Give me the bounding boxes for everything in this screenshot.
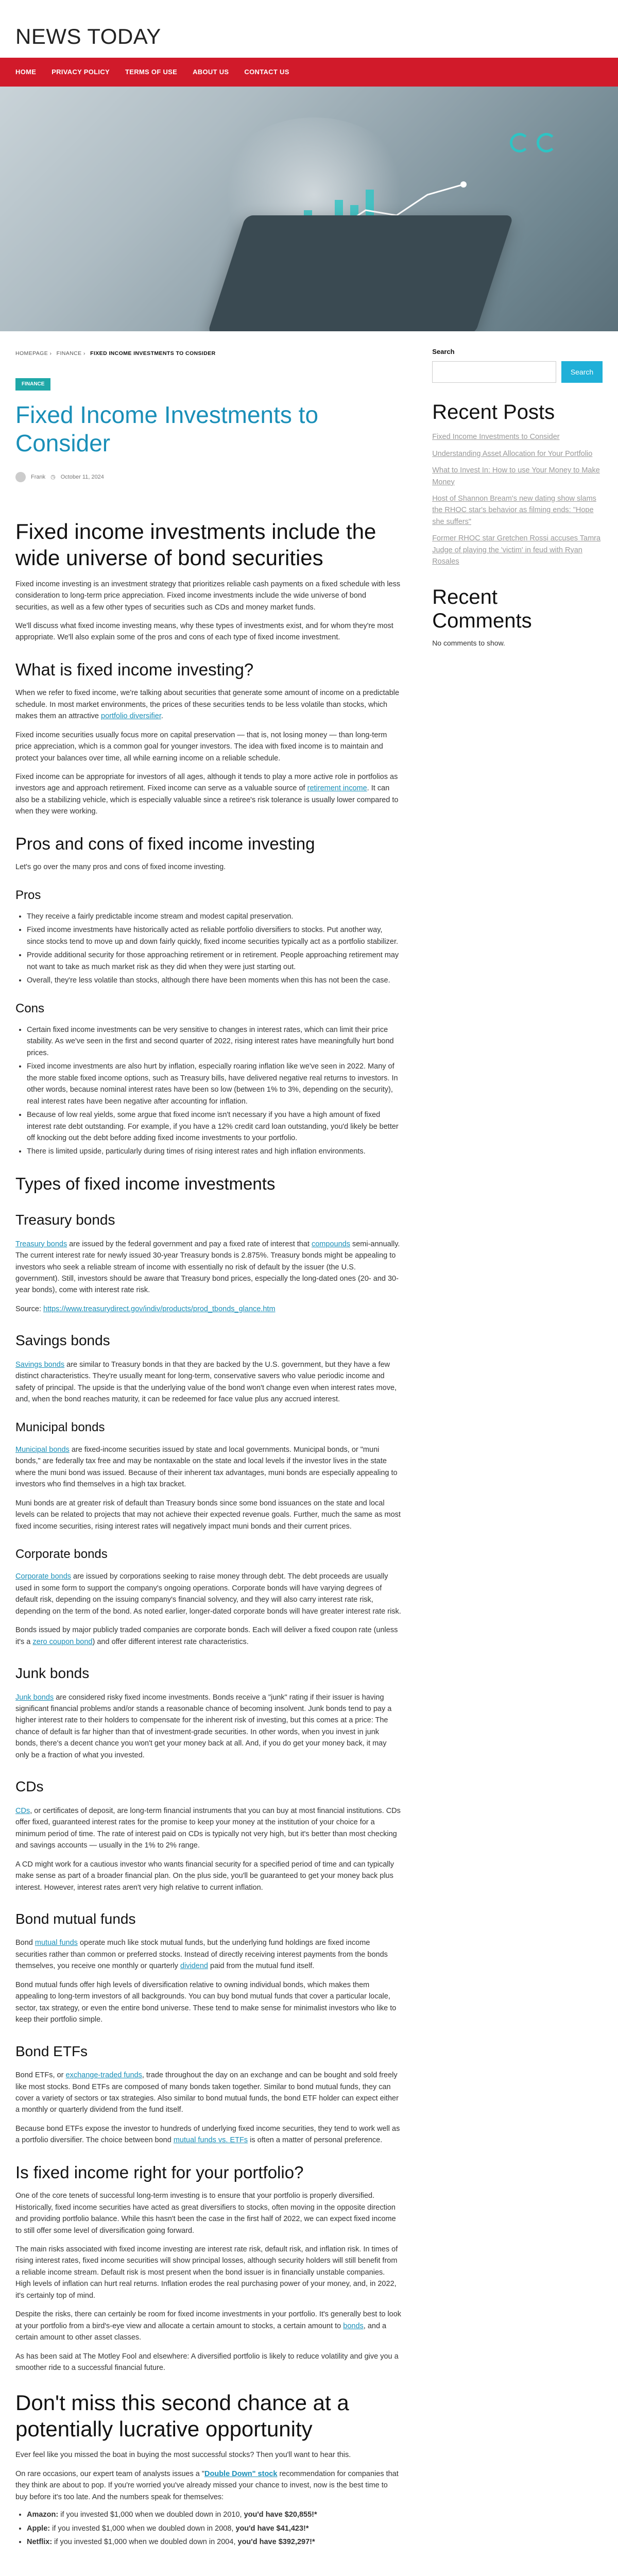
- nav-home[interactable]: HOME: [15, 67, 37, 76]
- stock-name: Amazon:: [27, 2511, 59, 2519]
- paragraph: [15, 2309, 401, 2343]
- text: . It can also be a stabilizing vehicle, which is especially valuable since a retiree's risk tolerance is usually lower compared to when they were working.: [15, 784, 399, 816]
- link-dividend[interactable]: dividend: [180, 1962, 208, 1971]
- search-input[interactable]: [432, 361, 556, 383]
- site-header: [0, 0, 618, 58]
- text: Bond ETFs, or: [15, 2071, 66, 2080]
- text: On rare occasions, our expert team of analysts issues a ": [15, 2469, 205, 2478]
- list-item: [432, 448, 603, 460]
- link-retirement-income[interactable]: retirement income: [307, 784, 367, 793]
- paragraph: [15, 1303, 401, 1315]
- nav-terms-of-use[interactable]: TERMS OF USE: [125, 67, 178, 76]
- paragraph: Let's go over the many pros and cons of fixed income investing.: [15, 863, 226, 872]
- text: is often a matter of personal preference.: [248, 2136, 383, 2145]
- paragraph: [15, 1571, 401, 1617]
- text: if you invested $1,000 when we doubled down in 2004,: [52, 2537, 238, 2546]
- hero-donut-charts: [510, 133, 556, 152]
- paragraph: [15, 2070, 401, 2116]
- search-form: [432, 361, 603, 383]
- link-compounds[interactable]: compounds: [311, 1240, 350, 1248]
- text: paid from the mutual fund itself.: [208, 1962, 315, 1971]
- text: semi-annually. The current interest rate for newly issued 30-year Treasury bonds is 2.875%. Treasury bonds might be appealing to investors who seek a reliable stream of income with essentially no risk of default by the issuer (the U.S. government). Still, investors should be aware that Treasury bond prices, especially the long-dated ones (20- and 30-year bonds), come with interest rate risk.: [15, 1240, 400, 1295]
- breadcrumb-finance[interactable]: FINANCE: [56, 350, 82, 357]
- text: are issued by the federal government and pay a fixed rate of interest that: [67, 1240, 312, 1248]
- text: Despite the risks, there can certainly be room for fixed income investments in your portfolio. It's generally best to look at your portfolio from a bird's-eye view and allocate a certain amount to stocks, a certain amount to: [15, 2310, 402, 2330]
- link-junk-bonds[interactable]: Junk bonds: [15, 1693, 54, 1702]
- heading-pros-cons: Pros and cons of fixed income investing: [15, 834, 315, 853]
- article: [15, 331, 401, 2548]
- link-bonds[interactable]: bonds: [343, 2321, 364, 2330]
- link-etfs[interactable]: exchange-traded funds: [65, 2071, 142, 2080]
- text: are issued by corporations seeking to raise money through debt. The debt proceeds are usually used in some form to support the company's ongoing operations. Corporate bonds will have varying degrees of default risk, depending on the issuing company's financial solvency, and they will also carry interest rate risk, depending on the term of the bond. As noted earlier, longer-dated corporate bonds will have greater interest rate risk.: [15, 1572, 401, 1616]
- paragraph: [15, 687, 401, 722]
- heading-municipal: Municipal bonds: [15, 1420, 105, 1434]
- nav-privacy-policy[interactable]: PRIVACY POLICY: [52, 67, 110, 76]
- list-item: [432, 533, 603, 567]
- heading-is-it-right: Is fixed income right for your portfolio?: [15, 2162, 304, 2182]
- list-item: [27, 2509, 401, 2520]
- site-title[interactable]: NEWS TODAY: [15, 24, 161, 48]
- donut-chart-icon: [510, 133, 529, 152]
- heading-corporate: Corporate bonds: [15, 1547, 108, 1562]
- paragraph: [15, 2468, 401, 2503]
- paragraph: [15, 1444, 401, 1490]
- heading-intro: Fixed income investments include the wide universe of bond securities: [15, 519, 376, 570]
- list-item: • There is limited upside, particularly during times of rising interest rates and high inflation environments.: [27, 1146, 401, 1157]
- link-savings-bonds[interactable]: Savings bonds: [15, 1360, 65, 1369]
- heading-cds: CDs: [15, 1778, 44, 1795]
- paragraph: A CD might work for a cautious investor who wants financial security for a specified period of time and can typically make sense as part of a broader financial plan. On the plus side, you'll be guaranteed to get your money back plus interest. However, interest rates aren't very high relative to current inflation.: [15, 1860, 394, 1892]
- paragraph: We'll discuss what fixed income investing means, why these types of investments exist, and for whom they're most appropriate. We'll also explain some of the pros and cons of each type of fixed income investment.: [15, 622, 393, 642]
- comment-form: [0, 2548, 618, 2576]
- paragraph: [15, 1805, 401, 1852]
- list-item: • Fixed income investments are also hurt by inflation, especially roaring inflation like we've seen in 2022. Many of the more stable fixed income options, such as Treasury bills, have delivered negative real returns to investors. In other words, because nominal interest rates have been so low (between 1% to 3%, depending on the security), real interest rates have been negative after accounting for inflation.: [27, 1061, 401, 1107]
- post-date: October 11, 2024: [60, 473, 104, 480]
- recent-post-link[interactable]: What to Invest In: How to use Your Money to Make Money: [432, 466, 600, 486]
- text: are similar to Treasury bonds in that they are backed by the U.S. government, but they have a few distinct characteristics. They're usually meant for long-term, conservative savers who value periodic income and safety of principal. The upside is that the underlying value of the bond won't change even when interest rates move, and, when the bond reaches maturity, it can be redeemed for face value plus any accrued interest.: [15, 1360, 397, 1404]
- text: Source:: [15, 1304, 43, 1313]
- text: , trade throughout the day on an exchange and can be bought and sold freely like most stocks. Bond ETFs are composed of many bonds taken together. Similar to bond mutual funds, they can cover a variety of sectors or tax strategies. Also similar to bond mutual funds, the bond ETF holder can expect either a monthly or quarterly dividend from the fund itself.: [15, 2071, 399, 2114]
- heading-what-is: What is fixed income investing?: [15, 659, 254, 679]
- paragraph: Fixed income securities usually focus more on capital preservation — that is, not losing money — than long-term price appreciation, which is a common goal for younger investors. The idea with fixed income is to maintain and protect your balances over time, all while earning income on a reliable schedule.: [15, 731, 387, 762]
- list-item: • Provide additional security for those approaching retirement or in retirement. People approaching retirement may not want to take as much market risk as they did when they were just starting out.: [27, 950, 401, 973]
- stock-result: you'd have $20,855!*: [244, 2511, 317, 2519]
- paragraph: [15, 1937, 401, 1972]
- heading-dont-miss: Don't miss this second chance at a potentially lucrative opportunity: [15, 2390, 349, 2441]
- stock-name: Netflix:: [27, 2537, 53, 2546]
- stock-result: you'd have $392,297!*: [237, 2537, 315, 2546]
- sidebar: [432, 331, 603, 2548]
- stock-name: Apple:: [27, 2524, 50, 2533]
- heading-types: Types of fixed income investments: [15, 1174, 276, 1193]
- list-item: • Because of low real yields, some argue that fixed income isn't necessary if you have a high amount of fixed interest rate debt outstanding. For example, if you have a 12% credit card loan outstanding, you'd likely be better off knocking out the debt before adding fixed income investments to your portfolio.: [27, 1109, 401, 1144]
- link-municipal-bonds[interactable]: Municipal bonds: [15, 1445, 70, 1454]
- stock-result: you'd have $41,423!*: [235, 2524, 309, 2533]
- search-label: Search: [432, 348, 455, 355]
- paragraph: [15, 1692, 401, 1761]
- link-mutual-funds-vs-etfs[interactable]: mutual funds vs. ETFs: [173, 2136, 248, 2145]
- donut-chart-icon: [537, 133, 556, 152]
- heading-pros: Pros: [15, 888, 41, 902]
- paragraph: [15, 1359, 401, 1405]
- recent-posts-title: Recent Posts: [432, 401, 555, 424]
- text: , or certificates of deposit, are long-term financial instruments that you can buy at most financial institutions. CDs offer fixed, guaranteed interest rates for the promise to keep your money at the institution of your choice for a minimum period of time. The rate of interest paid on CDs is typically not very high, but it's better than most checking and savings accounts — usually in the 1% to 2% range.: [15, 1806, 401, 1850]
- paragraph: [15, 1239, 401, 1296]
- category-badge[interactable]: FINANCE: [15, 378, 50, 391]
- author-link[interactable]: Frank: [31, 473, 46, 480]
- link-treasury-bonds[interactable]: Treasury bonds: [15, 1240, 67, 1248]
- text: .: [161, 712, 163, 721]
- link-treasury-source[interactable]: https://www.treasurydirect.gov/indiv/products/prod_tbonds_glance.htm: [43, 1304, 276, 1313]
- paragraph: Bond mutual funds offer high levels of diversification relative to owning individual bonds, which makes them appealing to long-term investors of all backgrounds. You can buy bond mutual funds that cover a particular locale, sector, tax strategy, or even the entire bond universe. These tend to make sense for minimalist investors who like to keep their portfolio simple.: [15, 1980, 397, 2024]
- list-item: • They receive a fairly predictable income stream and modest capital preservation.: [27, 911, 401, 922]
- breadcrumb-current: FIXED INCOME INVESTMENTS TO CONSIDER: [90, 350, 216, 357]
- author-avatar: [15, 472, 26, 482]
- search-button[interactable]: Search: [561, 361, 603, 383]
- text: if you invested $1,000 when we doubled down in 2008,: [50, 2524, 236, 2533]
- recent-posts-list: [432, 431, 603, 568]
- list-item: • Certain fixed income investments can be very sensitive to changes in interest rates, which can limit their price stability. As we've seen in the first and second quarter of 2022, rising interest rates have meaningfully hurt bond prices.: [27, 1024, 401, 1059]
- breadcrumb: [15, 331, 401, 358]
- double-down-list: [15, 2509, 401, 2548]
- link-portfolio-diversifier[interactable]: portfolio diversifier: [101, 712, 161, 721]
- heading-junk: Junk bonds: [15, 1665, 90, 1682]
- paragraph: As has been said at The Motley Fool and elsewhere: A diversified portfolio is likely to reduce volatility and give you a smoother ride to a successful financial future.: [15, 2352, 399, 2372]
- text: Bonds issued by major publicly traded companies are corporate bonds. Each will deliver a fixed coupon rate (unless it's a: [15, 1626, 398, 1646]
- no-comments-text: No comments to show.: [432, 638, 505, 647]
- recent-post-link[interactable]: Host of Shannon Bream's new dating show slams the RHOC star's behavior as filming ends: "Hope she suffers": [432, 495, 596, 526]
- heading-bond-mutual-funds: Bond mutual funds: [15, 1911, 136, 1927]
- recent-post-link[interactable]: Understanding Asset Allocation for Your Portfolio: [432, 449, 593, 458]
- list-item: [432, 465, 603, 488]
- clock-icon: ◷: [50, 473, 56, 480]
- list-item: • Overall, they're less volatile than stocks, although there have been moments when this has not been the case.: [27, 975, 401, 986]
- breadcrumb-separator: ›: [49, 350, 52, 357]
- paragraph: The main risks associated with fixed income investing are interest rate risk, default risk, and inflation risk. In times of rising interest rates, fixed income securities will show principal losses, although security holders will still benefit from a reliable income stream. Default risk is most present when the bond issuer is in financially unstable companies. High levels of inflation can hurt real returns. Inflation erodes the real purchasing power of your money, and, in 2022, it's certainly top of mind.: [15, 2245, 398, 2300]
- hero-tablet: [208, 215, 514, 331]
- link-corporate-bonds[interactable]: Corporate bonds: [15, 1572, 72, 1581]
- link-zero-coupon-bond[interactable]: zero coupon bond: [32, 1637, 93, 1646]
- link-cds[interactable]: CDs: [15, 1806, 30, 1815]
- featured-image: [0, 87, 618, 331]
- text: , and a certain amount to other asset classes.: [15, 2321, 387, 2342]
- nav-contact-us[interactable]: CONTACT US: [244, 67, 289, 76]
- list-item: [432, 431, 603, 443]
- list-item: • Fixed income investments have historically acted as reliable portfolio diversifiers to stocks. Put another way, since stocks tend to move up and down fairly quickly, fixed income securities typically act as a portfolio stabilizer.: [27, 924, 401, 947]
- pros-list: [15, 911, 401, 987]
- text: recommendation for companies that they think are about to pop. If you're worried you've already missed your chance to invest, now is the best time to buy before it's too late. And the numbers speak for themselves:: [15, 2469, 399, 2501]
- list-item: [432, 493, 603, 528]
- paragraph: [15, 2123, 401, 2146]
- text: When we refer to fixed income, we're talking about securities that generate some amount of income on a predictable schedule. In most market environments, the prices of these securities tends to be less volatile than stocks, which makes them an attractive: [15, 689, 400, 721]
- text: Fixed income can be appropriate for investors of all ages, although it tends to play a more active role in portfolios as investors age and approach retirement. Fixed income can serve as a valuable source of: [15, 773, 398, 793]
- recent-post-link[interactable]: Fixed Income Investments to Consider: [432, 433, 560, 442]
- recent-comments-title: Recent Comments: [432, 585, 532, 632]
- breadcrumb-separator: ›: [83, 350, 85, 357]
- paragraph: Ever feel like you missed the boat in buying the most successful stocks? Then you'll want to hear this.: [15, 2451, 351, 2460]
- breadcrumb-homepage[interactable]: HOMEPAGE: [15, 350, 48, 357]
- recent-post-link[interactable]: Former RHOC star Gretchen Rossi accuses Tamra Judge of playing the 'victim' in feud with Ryan Rosales: [432, 534, 601, 566]
- text: Because bond ETFs expose the investor to hundreds of underlying fixed income securities, they tend to work well as a portfolio diversifier. The choice between bond: [15, 2124, 400, 2145]
- heading-bond-etfs: Bond ETFs: [15, 2043, 88, 2059]
- text: ) and offer different interest rate characteristics.: [92, 1637, 249, 1646]
- paragraph: Muni bonds are at greater risk of default than Treasury bonds since some bond issuances on the state and local levels can be related to projects that may not achieve their expected revenue goals. Further, much the same as most fixed income securities, rising interest rates will negatively impact muni bonds and their current prices.: [15, 1499, 401, 1531]
- link-mutual-funds[interactable]: mutual funds: [35, 1939, 78, 1947]
- list-item: [27, 2536, 401, 2548]
- link-double-down[interactable]: Double Down" stock: [204, 2469, 278, 2478]
- post-meta: [15, 472, 401, 482]
- list-item: [27, 2523, 401, 2534]
- paragraph: [15, 771, 401, 818]
- main-nav: [0, 58, 618, 87]
- text: are fixed-income securities issued by state and local governments. Municipal bonds, or "muni bonds," are federally tax free and may be nontaxable on the state and local levels if the investor lives in the state where the muni bond was issued. Because of their inherent tax advantages, muni bonds are especially appealing to investors who find themselves in a high tax bracket.: [15, 1445, 398, 1489]
- text: if you invested $1,000 when we doubled down in 2010,: [58, 2511, 244, 2519]
- text: Bond: [15, 1939, 35, 1947]
- heading-cons: Cons: [15, 1001, 45, 1015]
- post-title: Fixed Income Investments to Consider: [15, 401, 319, 456]
- content-wrapper: [0, 331, 618, 2548]
- paragraph: One of the core tenets of successful long-term investing is to ensure that your portfolio is properly diversified. Historically, fixed income securities have acted as great diversifiers to stocks, often moving in the opposite direction and providing portfolio balance. While this hasn't been the case in the first half of 2022, we can expect fixed income to still offer some level of diversification going forward.: [15, 2192, 396, 2235]
- paragraph: Fixed income investing is an investment strategy that prioritizes reliable cash payments on a fixed schedule with less consideration to long-term price appreciation. Fixed income investments include the wide universe of bond securities, as well as a few other types of securities such as CDs and money market funds.: [15, 580, 401, 612]
- nav-about-us[interactable]: ABOUT US: [193, 67, 229, 76]
- heading-treasury: Treasury bonds: [15, 1212, 115, 1228]
- cons-list: [15, 1024, 401, 1158]
- text: operate much like stock mutual funds, but the underlying fund holdings are fixed income securities rather than common or preferred stocks. Instead of directly receiving interest payments from the bonds themselves, you receive one monthly or quarterly: [15, 1939, 388, 1971]
- paragraph: [15, 1624, 401, 1648]
- heading-savings: Savings bonds: [15, 1332, 110, 1349]
- text: are considered risky fixed income investments. Bonds receive a "junk" rating if their issuer is having significant financial problems and/or stands a reasonable chance of becoming insolvent. Junk bonds tend to pay a higher interest rate to their holders to compensate for the inherent risk of investing, but this comes at a price: The chance of default is far higher than that of investment-grade securities. In other words, when you invest in junk bonds, there's a decent chance you won't get your money back at all. And, if you do get your money back, it may only be a fraction of what you invested.: [15, 1693, 392, 1759]
